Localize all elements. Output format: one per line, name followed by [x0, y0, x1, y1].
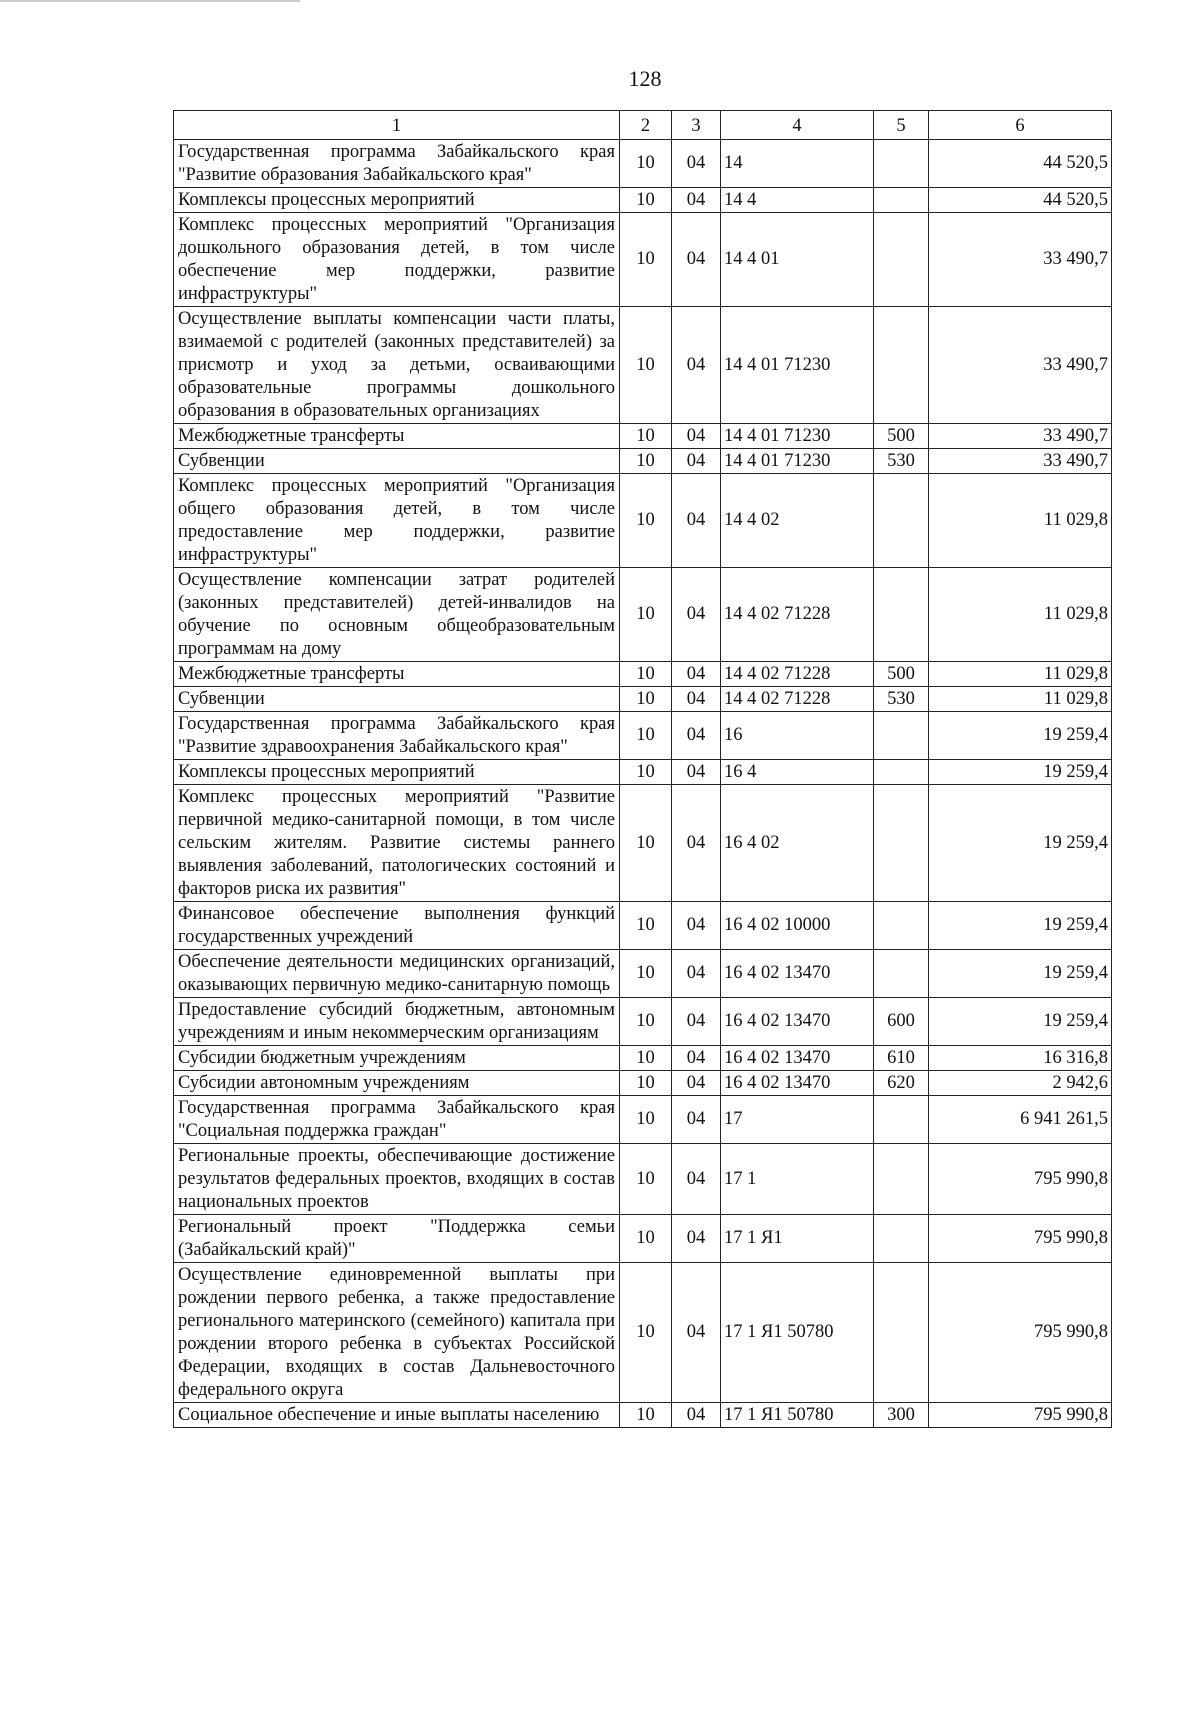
row-amount-cell: 19 259,4 — [929, 902, 1112, 950]
row-amount-cell: 11 029,8 — [929, 568, 1112, 662]
row-target-article-cell: 16 4 02 13470 — [721, 1046, 874, 1071]
row-expense-type-cell: 300 — [874, 1403, 929, 1428]
row-name-cell: Региональные проекты, обеспечивающие достижение результатов федеральных проектов, входящих в состав национальных проектов — [174, 1144, 620, 1215]
row-subsection-cell: 04 — [672, 140, 721, 188]
row-name-cell: Государственная программа Забайкальского края "Социальная поддержка граждан" — [174, 1096, 620, 1144]
table-row — [174, 902, 1112, 950]
row-amount-cell: 11 029,8 — [929, 474, 1112, 568]
row-subsection-cell: 04 — [672, 1215, 721, 1263]
row-expense-type-cell — [874, 785, 929, 902]
row-expense-type-cell: 500 — [874, 424, 929, 449]
row-name-cell: Комплексы процессных мероприятий — [174, 188, 620, 213]
row-target-article-cell: 14 4 — [721, 188, 874, 213]
table-row — [174, 568, 1112, 662]
header-cell: 1 — [174, 111, 620, 140]
row-target-article-cell: 14 4 02 71228 — [721, 662, 874, 687]
row-name-cell: Региональный проект "Поддержка семьи (Забайкальский край)" — [174, 1215, 620, 1263]
row-name-cell: Межбюджетные трансферты — [174, 424, 620, 449]
row-section-cell: 10 — [620, 1215, 672, 1263]
row-name-cell: Государственная программа Забайкальского края "Развитие образования Забайкальского края" — [174, 140, 620, 188]
row-amount-cell: 33 490,7 — [929, 307, 1112, 424]
row-amount-cell: 19 259,4 — [929, 760, 1112, 785]
row-expense-type-cell: 530 — [874, 687, 929, 712]
row-target-article-cell: 16 4 — [721, 760, 874, 785]
row-section-cell: 10 — [620, 998, 672, 1046]
row-target-article-cell: 16 4 02 — [721, 785, 874, 902]
row-target-article-cell: 17 1 Я1 50780 — [721, 1263, 874, 1403]
row-section-cell: 10 — [620, 1096, 672, 1144]
row-expense-type-cell — [874, 307, 929, 424]
row-section-cell: 10 — [620, 1071, 672, 1096]
row-section-cell: 10 — [620, 662, 672, 687]
row-name-cell: Межбюджетные трансферты — [174, 662, 620, 687]
row-subsection-cell: 04 — [672, 662, 721, 687]
row-section-cell: 10 — [620, 140, 672, 188]
row-amount-cell: 44 520,5 — [929, 140, 1112, 188]
row-amount-cell: 19 259,4 — [929, 785, 1112, 902]
row-expense-type-cell — [874, 1215, 929, 1263]
row-expense-type-cell: 600 — [874, 998, 929, 1046]
row-target-article-cell: 17 1 — [721, 1144, 874, 1215]
row-expense-type-cell — [874, 950, 929, 998]
row-amount-cell: 2 942,6 — [929, 1071, 1112, 1096]
row-expense-type-cell — [874, 1096, 929, 1144]
row-section-cell: 10 — [620, 213, 672, 307]
row-expense-type-cell — [874, 902, 929, 950]
row-subsection-cell: 04 — [672, 902, 721, 950]
row-target-article-cell: 14 4 01 — [721, 213, 874, 307]
header-cell: 3 — [672, 111, 721, 140]
row-target-article-cell: 14 4 01 71230 — [721, 449, 874, 474]
row-subsection-cell: 04 — [672, 950, 721, 998]
row-section-cell: 10 — [620, 307, 672, 424]
row-subsection-cell: 04 — [672, 1046, 721, 1071]
table-row — [174, 950, 1112, 998]
row-section-cell: 10 — [620, 902, 672, 950]
row-subsection-cell: 04 — [672, 1403, 721, 1428]
row-target-article-cell: 16 — [721, 712, 874, 760]
row-expense-type-cell — [874, 1263, 929, 1403]
row-amount-cell: 19 259,4 — [929, 998, 1112, 1046]
row-expense-type-cell — [874, 760, 929, 785]
row-subsection-cell: 04 — [672, 188, 721, 213]
table-row — [174, 1096, 1112, 1144]
row-expense-type-cell — [874, 712, 929, 760]
table-row — [174, 998, 1112, 1046]
row-subsection-cell: 04 — [672, 712, 721, 760]
row-subsection-cell: 04 — [672, 1071, 721, 1096]
table-row — [174, 1071, 1112, 1096]
row-amount-cell: 6 941 261,5 — [929, 1096, 1112, 1144]
row-target-article-cell: 16 4 02 13470 — [721, 998, 874, 1046]
row-subsection-cell: 04 — [672, 998, 721, 1046]
row-section-cell: 10 — [620, 712, 672, 760]
page-number: 128 — [628, 66, 662, 91]
row-section-cell: 10 — [620, 1403, 672, 1428]
table-row — [174, 785, 1112, 902]
row-expense-type-cell — [874, 213, 929, 307]
row-section-cell: 10 — [620, 188, 672, 213]
row-name-cell: Комплекс процессных мероприятий "Организация общего образования детей, в том числе предоставление мер поддержки, развитие инфраструктуры" — [174, 474, 620, 568]
row-name-cell: Обеспечение деятельности медицинских организаций, оказывающих первичную медико-санитарную помощь — [174, 950, 620, 998]
row-amount-cell: 11 029,8 — [929, 662, 1112, 687]
row-expense-type-cell: 610 — [874, 1046, 929, 1071]
row-expense-type-cell: 530 — [874, 449, 929, 474]
row-name-cell: Комплекс процессных мероприятий "Организация дошкольного образования детей, в том числе обеспечение мер поддержки, развитие инфраструктуры" — [174, 213, 620, 307]
table-row — [174, 662, 1112, 687]
row-target-article-cell: 14 4 01 71230 — [721, 424, 874, 449]
row-section-cell: 10 — [620, 568, 672, 662]
row-subsection-cell: 04 — [672, 687, 721, 712]
row-target-article-cell: 14 — [721, 140, 874, 188]
row-target-article-cell: 14 4 01 71230 — [721, 307, 874, 424]
budget-table — [173, 110, 1112, 1428]
row-expense-type-cell: 620 — [874, 1071, 929, 1096]
row-section-cell: 10 — [620, 424, 672, 449]
row-target-article-cell: 14 4 02 71228 — [721, 568, 874, 662]
row-name-cell: Финансовое обеспечение выполнения функций государственных учреждений — [174, 902, 620, 950]
table-row — [174, 449, 1112, 474]
row-subsection-cell: 04 — [672, 307, 721, 424]
row-name-cell: Субвенции — [174, 449, 620, 474]
row-target-article-cell: 16 4 02 13470 — [721, 1071, 874, 1096]
table-header-row — [174, 111, 1112, 140]
row-subsection-cell: 04 — [672, 1144, 721, 1215]
row-amount-cell: 16 316,8 — [929, 1046, 1112, 1071]
row-subsection-cell: 04 — [672, 785, 721, 902]
row-target-article-cell: 14 4 02 71228 — [721, 687, 874, 712]
table-row — [174, 712, 1112, 760]
header-cell: 5 — [874, 111, 929, 140]
row-section-cell: 10 — [620, 474, 672, 568]
row-amount-cell: 795 990,8 — [929, 1215, 1112, 1263]
row-section-cell: 10 — [620, 760, 672, 785]
header-cell: 6 — [929, 111, 1112, 140]
table-row — [174, 213, 1112, 307]
row-target-article-cell: 14 4 02 — [721, 474, 874, 568]
row-target-article-cell: 17 1 Я1 — [721, 1215, 874, 1263]
row-expense-type-cell — [874, 188, 929, 213]
row-name-cell: Комплексы процессных мероприятий — [174, 760, 620, 785]
row-target-article-cell: 16 4 02 13470 — [721, 950, 874, 998]
scan-edge-line — [0, 0, 300, 2]
row-expense-type-cell — [874, 140, 929, 188]
table-row — [174, 1144, 1112, 1215]
row-amount-cell: 19 259,4 — [929, 950, 1112, 998]
row-subsection-cell: 04 — [672, 424, 721, 449]
table-body — [174, 140, 1112, 1428]
table-row — [174, 140, 1112, 188]
row-amount-cell: 44 520,5 — [929, 188, 1112, 213]
row-expense-type-cell — [874, 1144, 929, 1215]
table-row — [174, 474, 1112, 568]
row-target-article-cell: 17 1 Я1 50780 — [721, 1403, 874, 1428]
row-amount-cell: 19 259,4 — [929, 712, 1112, 760]
row-name-cell: Государственная программа Забайкальского края "Развитие здравоохранения Забайкальского края" — [174, 712, 620, 760]
row-amount-cell: 11 029,8 — [929, 687, 1112, 712]
row-subsection-cell: 04 — [672, 213, 721, 307]
row-section-cell: 10 — [620, 449, 672, 474]
row-amount-cell: 33 490,7 — [929, 213, 1112, 307]
row-name-cell: Субвенции — [174, 687, 620, 712]
table-row — [174, 760, 1112, 785]
table-row — [174, 687, 1112, 712]
row-amount-cell: 33 490,7 — [929, 424, 1112, 449]
row-name-cell: Осуществление единовременной выплаты при рождении первого ребенка, а также предоставление регионального материнского (семейного) капитала при рождении второго ребенка в субъектах Российской Федерации, входящих в состав Дальневосточного федерального округа — [174, 1263, 620, 1403]
row-subsection-cell: 04 — [672, 474, 721, 568]
row-name-cell: Комплекс процессных мероприятий "Развитие первичной медико-санитарной помощи, в том числе сельским жителям. Развитие системы раннего выявления заболеваний, патологических состояний и факторов риска их развития" — [174, 785, 620, 902]
row-target-article-cell: 17 — [721, 1096, 874, 1144]
table-row — [174, 188, 1112, 213]
table-row — [174, 1215, 1112, 1263]
table-row — [174, 1263, 1112, 1403]
row-name-cell: Социальное обеспечение и иные выплаты населению — [174, 1403, 620, 1428]
row-subsection-cell: 04 — [672, 449, 721, 474]
header-cell: 2 — [620, 111, 672, 140]
row-section-cell: 10 — [620, 1144, 672, 1215]
row-expense-type-cell: 500 — [874, 662, 929, 687]
row-name-cell: Осуществление выплаты компенсации части платы, взимаемой с родителей (законных представителей) за присмотр и уход за детьми, осваивающими образовательные программы дошкольного образования в образовательных организациях — [174, 307, 620, 424]
row-section-cell: 10 — [620, 1263, 672, 1403]
table-row — [174, 307, 1112, 424]
row-amount-cell: 795 990,8 — [929, 1403, 1112, 1428]
row-name-cell: Субсидии бюджетным учреждениям — [174, 1046, 620, 1071]
row-amount-cell: 795 990,8 — [929, 1263, 1112, 1403]
row-name-cell: Субсидии автономным учреждениям — [174, 1071, 620, 1096]
row-subsection-cell: 04 — [672, 1263, 721, 1403]
table-row — [174, 1046, 1112, 1071]
row-section-cell: 10 — [620, 687, 672, 712]
row-subsection-cell: 04 — [672, 1096, 721, 1144]
row-expense-type-cell — [874, 474, 929, 568]
row-name-cell: Осуществление компенсации затрат родителей (законных представителей) детей-инвалидов на обучение по основным общеобразовательным программам на дому — [174, 568, 620, 662]
row-amount-cell: 795 990,8 — [929, 1144, 1112, 1215]
row-amount-cell: 33 490,7 — [929, 449, 1112, 474]
row-section-cell: 10 — [620, 1046, 672, 1071]
row-target-article-cell: 16 4 02 10000 — [721, 902, 874, 950]
row-subsection-cell: 04 — [672, 568, 721, 662]
header-cell: 4 — [721, 111, 874, 140]
row-section-cell: 10 — [620, 950, 672, 998]
table-row — [174, 424, 1112, 449]
row-section-cell: 10 — [620, 785, 672, 902]
row-name-cell: Предоставление субсидий бюджетным, автономным учреждениям и иным некоммерческим организациям — [174, 998, 620, 1046]
row-expense-type-cell — [874, 568, 929, 662]
row-subsection-cell: 04 — [672, 760, 721, 785]
table-row — [174, 1403, 1112, 1428]
